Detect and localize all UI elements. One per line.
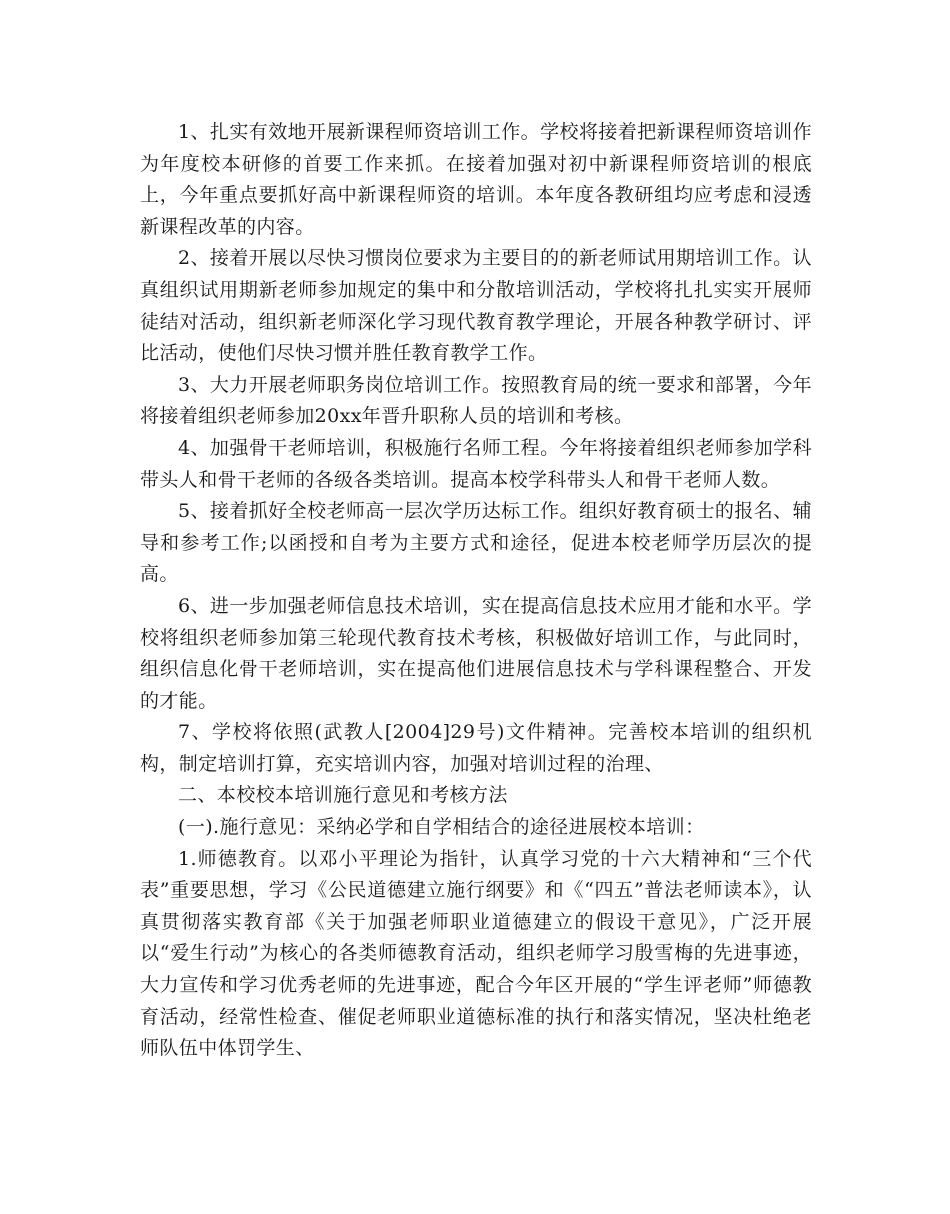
- paragraph-2: 2、接着开展以尽快习惯岗位要求为主要目的的新老师试用期培训工作。认真组织试用期新老师参加规定的集中和分散培训活动，学校将扎扎实实开展师徒结对活动，组织新老师深化学习现代教育教学理论，开展各种教学研讨、评比活动，使他们尽快习惯并胜任教育教学工作。: [140, 247, 812, 365]
- paragraph-6: 6、进一步加强老师信息技术培训，实在提高信息技术应用才能和水平。学校将组织老师参加第三轮现代教育技术考核，积极做好培训工作，与此同时，组织信息化骨干老师培训，实在提高他们进展信息技术与学科课程整合、开发的才能。: [140, 594, 812, 712]
- paragraph-ethics: 1.师德教育。以邓小平理论为指针，认真学习党的十六大精神和“三个代表”重要思想，学习《公民道德建立施行纲要》和《“四五”普法老师读本》，认真贯彻落实教育部《关于加强老师职业道德建立的假设干意见》，广泛开展以“爱生行动”为核心的各类师德教育活动，组织老师学习殷雪梅的先进事迹，大力宣传和学习优秀老师的先进事迹，配合今年区开展的“学生评老师”师德教育活动，经常性检查、催促老师职业道德标准的执行和落实情况，坚决杜绝老师队伍中体罚学生、: [140, 847, 812, 1060]
- paragraph-7: 7、学校将依照(武教人[2004]29号)文件精神。完善校本培训的组织机构，制定培训打算，充实培训内容，加强对培训过程的治理、: [140, 721, 812, 775]
- section-heading: 二、本校校本培训施行意见和考核方法: [178, 784, 508, 807]
- paragraph-1: 1、扎实有效地开展新课程师资培训工作。学校将接着把新课程师资培训作为年度校本研修的首要工作来抓。在接着加强对初中新课程师资培训的根底上，今年重点要抓好高中新课程师资的培训。本年度各教研组均应考虑和浸透新课程改革的内容。: [140, 121, 812, 238]
- paragraph-3: 3、大力开展老师职务岗位培训工作。按照教育局的统一要求和部署，今年将接着组织老师参加20xx年晋升职称人员的培训和考核。: [140, 373, 812, 428]
- subsection-heading: (一).施行意见：采纳必学和自学相结合的途径进展校本培训：: [178, 816, 705, 839]
- paragraph-4: 4、加强骨干老师培训，积极施行名师工程。今年将接着组织老师参加学科带头人和骨干老师的各级各类培训。提高本校学科带头人和骨干老师人数。: [140, 436, 812, 491]
- document-body: [140, 117, 812, 1065]
- paragraph-5: 5、接着抓好全校老师高一层次学历达标工作。组织好教育硕士的报名、辅导和参考工作;以函授和自考为主要方式和途径，促进本校老师学历层次的提高。: [140, 500, 812, 586]
